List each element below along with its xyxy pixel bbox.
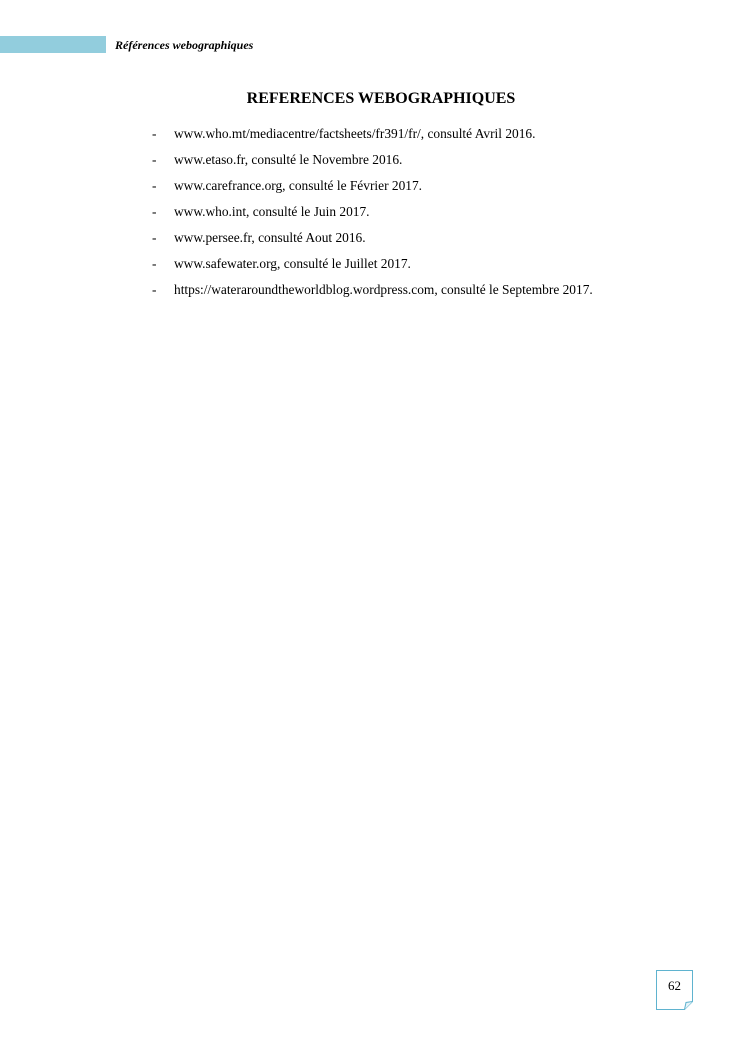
- reference-text: www.safewater.org, consulté le Juillet 2017.: [174, 256, 411, 271]
- reference-text: www.who.mt/mediacentre/factsheets/fr391/fr/, consulté Avril 2016.: [174, 126, 536, 141]
- bullet-dash: -: [152, 178, 157, 193]
- running-header-title: Références webographiques: [115, 38, 254, 52]
- bullet-dash: -: [152, 126, 157, 141]
- page-title: REFERENCES WEBOGRAPHIQUES: [246, 90, 516, 107]
- reference-text: www.carefrance.org, consulté le Février 2017.: [174, 178, 423, 193]
- page-number: 62: [668, 978, 681, 993]
- reference-text: www.etaso.fr, consulté le Novembre 2016.: [174, 152, 403, 167]
- bullet-dash: -: [152, 256, 157, 271]
- reference-text: https://wateraroundtheworldblog.wordpress.com, consulté le Septembre 2017.: [174, 282, 593, 297]
- header-accent-band: [0, 36, 106, 53]
- reference-text: www.who.int, consulté le Juin 2017.: [174, 204, 370, 219]
- reference-text: www.persee.fr, consulté Aout 2016.: [174, 230, 366, 245]
- page-number-box: [656, 970, 693, 1010]
- bullet-dash: -: [152, 230, 157, 245]
- bullet-dash: -: [152, 152, 157, 167]
- bullet-dash: -: [152, 282, 157, 297]
- bullet-dash: -: [152, 204, 157, 219]
